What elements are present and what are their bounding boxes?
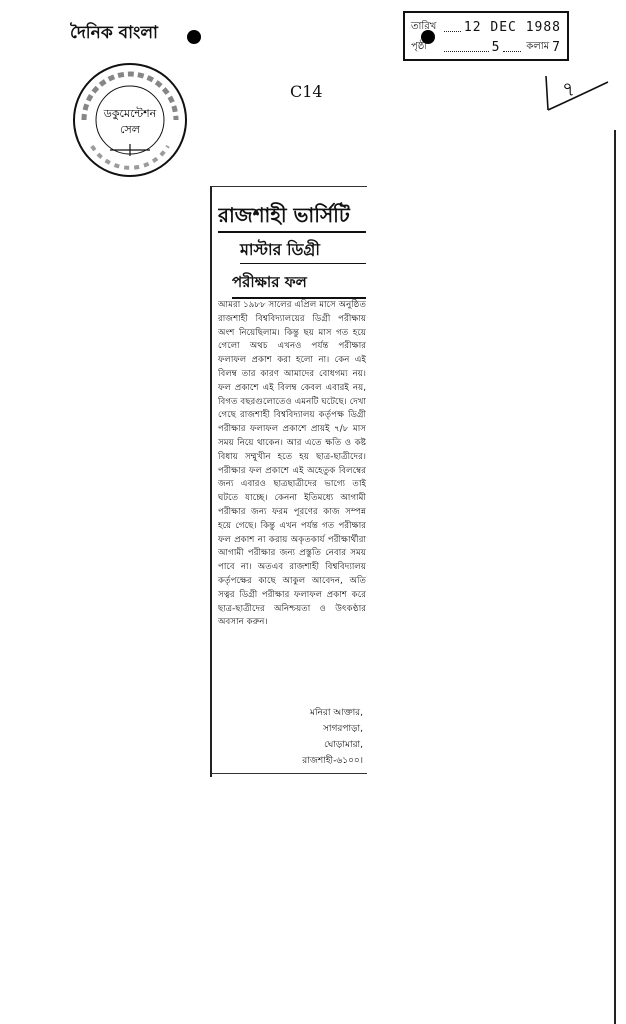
- page-mark-number: ৭: [562, 77, 576, 101]
- date-label: তারিখ: [411, 20, 437, 32]
- letter-body: আমরা ১৯৮৮ সালের এপ্রিল মাসে অনুষ্ঠিত রাজশাহী বিশ্ববিদ্যালয়ের ডিগ্রী পরীক্ষায় অংশ নিয়েছিলাম। কিন্তু ছয় মাস গত হয়ে গেলো অথচ এখনও পর্যন্ত পরীক্ষার ফলাফল প্রকাশ করা হলো না। কেন এই বিলম্ব তার কারণ আমাদের বোধগম্য নয়। ফল প্রকাশে এই বিলম্ব কেবল এবারই নয়, বিগত বছরগুলোতেও এমনটি ঘটেছে। দেখা গেছে রাজশাহী বিশ্ববিদ্যালয় কর্তৃপক্ষ ডিগ্রী পরীক্ষার ফলাফল প্রকাশে প্রায়ই ৭/৮ মাস সময় নিয়ে থাকেন। আর এতে ক্ষতি ও কষ্ট বিধায় সম্মুখীন হতে হয় ছাত্র-ছাত্রীদের। পরীক্ষার ফল প্রকাশে এই অহেতুক বিলম্বের জন্য এবারও ছাত্রছাত্রীদের ভাগ্যে তাই ঘটতে যাচ্ছে। কেননা ইতিমধ্যে আগামী পরীক্ষার জন্য ফরম পূরণের কাজ সম্পন্ন হয়ে গেছে। কিন্তু এখন পর্যন্ত গত পরীক্ষার ফল প্রকাশ না করায় অকৃতকার্য পরীক্ষার্থীরা আগামী পরীক্ষার জন্য প্রস্তুতি নেবার সময় পাবে না। অতএব রাজশাহী বিশ্ববিদ্যালয় কর্তৃপক্ষের কাছে আকুল আবেদন, অতি সত্বর ডিগ্রী পরীক্ষার ফলাফল প্রকাশ করে ছাত্র-ছাত্রীদের অনিশ্চয়তা ও উৎকণ্ঠার অবসান করুন।: [218, 300, 366, 628]
- headline-line2: মাস্টার ডিগ্রী: [240, 237, 366, 264]
- page-edge-line: [614, 130, 616, 1024]
- seal-text-line2: সেল: [120, 123, 140, 136]
- headline-line1: রাজশাহী ভার্সিটি: [218, 201, 366, 233]
- seal-text-line1: ডকুমেন্টেশন: [103, 107, 157, 120]
- column-label: কলাম: [526, 40, 550, 52]
- date-value: 12 DEC 1988: [463, 19, 561, 35]
- column-value: 7: [552, 39, 561, 55]
- documentation-cell-seal: [70, 60, 190, 180]
- headline-line3: পরীক্ষার ফল: [232, 271, 366, 299]
- date-stamp: [403, 11, 569, 61]
- letter-signature: [253, 705, 363, 769]
- signature-address-line2: সাগরপাড়া,: [322, 724, 363, 734]
- handwritten-page-number: [540, 70, 612, 120]
- letter-clipping: [210, 186, 367, 777]
- page-value: 5: [491, 39, 501, 55]
- signature-address-line4: রাজশাহী-৬১০০।: [302, 756, 363, 766]
- signature-name: মনিরা আক্তার,: [309, 708, 363, 718]
- punch-hole-left: [187, 30, 201, 44]
- page-label: পৃষ্ঠা: [411, 40, 428, 52]
- signature-address-line3: ঘোড়ামারা,: [324, 740, 363, 750]
- reference-code: C14: [290, 82, 323, 101]
- newspaper-masthead: দৈনিক বাংলা: [70, 23, 158, 43]
- clipping-bottom-edge: [212, 773, 367, 774]
